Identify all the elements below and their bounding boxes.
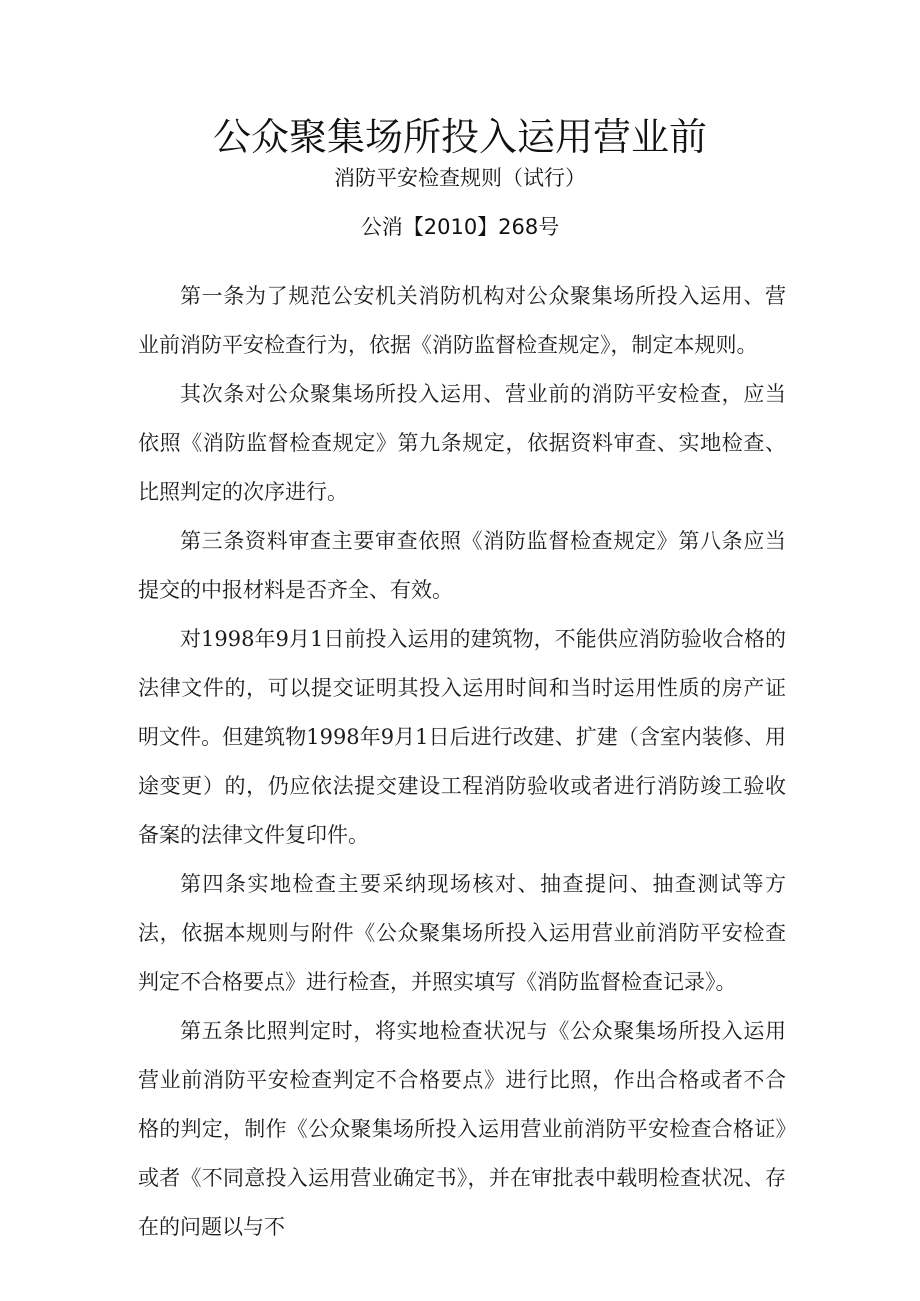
document-body bbox=[138, 272, 786, 1252]
paragraph-article-3: 第三条资料审查主要审查依照《消防监督检查规定》第八条应当提交的中报材料是否齐全、有效。 bbox=[138, 529, 786, 602]
document-number: 公消【2010】268号 bbox=[360, 215, 560, 239]
paragraph-article-1: 第一条为了规范公安机关消防机构对公众聚集场所投入运用、营业前消防平安检查行为，依据《消防监督检查规定》，制定本规则。 bbox=[138, 284, 786, 357]
paragraph-article-2: 其次条对公众聚集场所投入运用、营业前的消防平安检查，应当依照《消防监督检查规定》第九条规定，依据资料审查、实地检查、比照判定的次序进行。 bbox=[138, 382, 786, 504]
paragraph-article-4: 第四条实地检查主要采纳现场核对、抽查提问、抽查测试等方法，依据本规则与附件《公众聚集场所投入运用营业前消防平安检查判定不合格要点》进行检查，并照实填写《消防监督检查记录》。 bbox=[138, 872, 786, 994]
paragraph-article-5: 第五条比照判定时，将实地检查状况与《公众聚集场所投入运用营业前消防平安检查判定不合格要点》进行比照，作出合格或者不合格的判定，制作《公众聚集场所投入运用营业前消防平安检查合格证》或者《不同意投入运用营业确定书》，并在审批表中载明检查状况、存在的问题以与不 bbox=[138, 1019, 786, 1239]
document-subtitle: 消防平安检查规则（试行） bbox=[334, 166, 586, 190]
paragraph-article-3-note: 对1998年9月1日前投入运用的建筑物，不能供应消防验收合格的法律文件的，可以提交证明其投入运用时间和当时运用性质的房产证明文件。但建筑物1998年9月1日后进行改建、扩建（含室内装修、用途变更）的，仍应依法提交建设工程消防验收或者进行消防竣工验收备案的法律文件复印件。 bbox=[138, 627, 786, 847]
document-title: 公众聚集场所投入运用营业前 bbox=[212, 115, 707, 159]
